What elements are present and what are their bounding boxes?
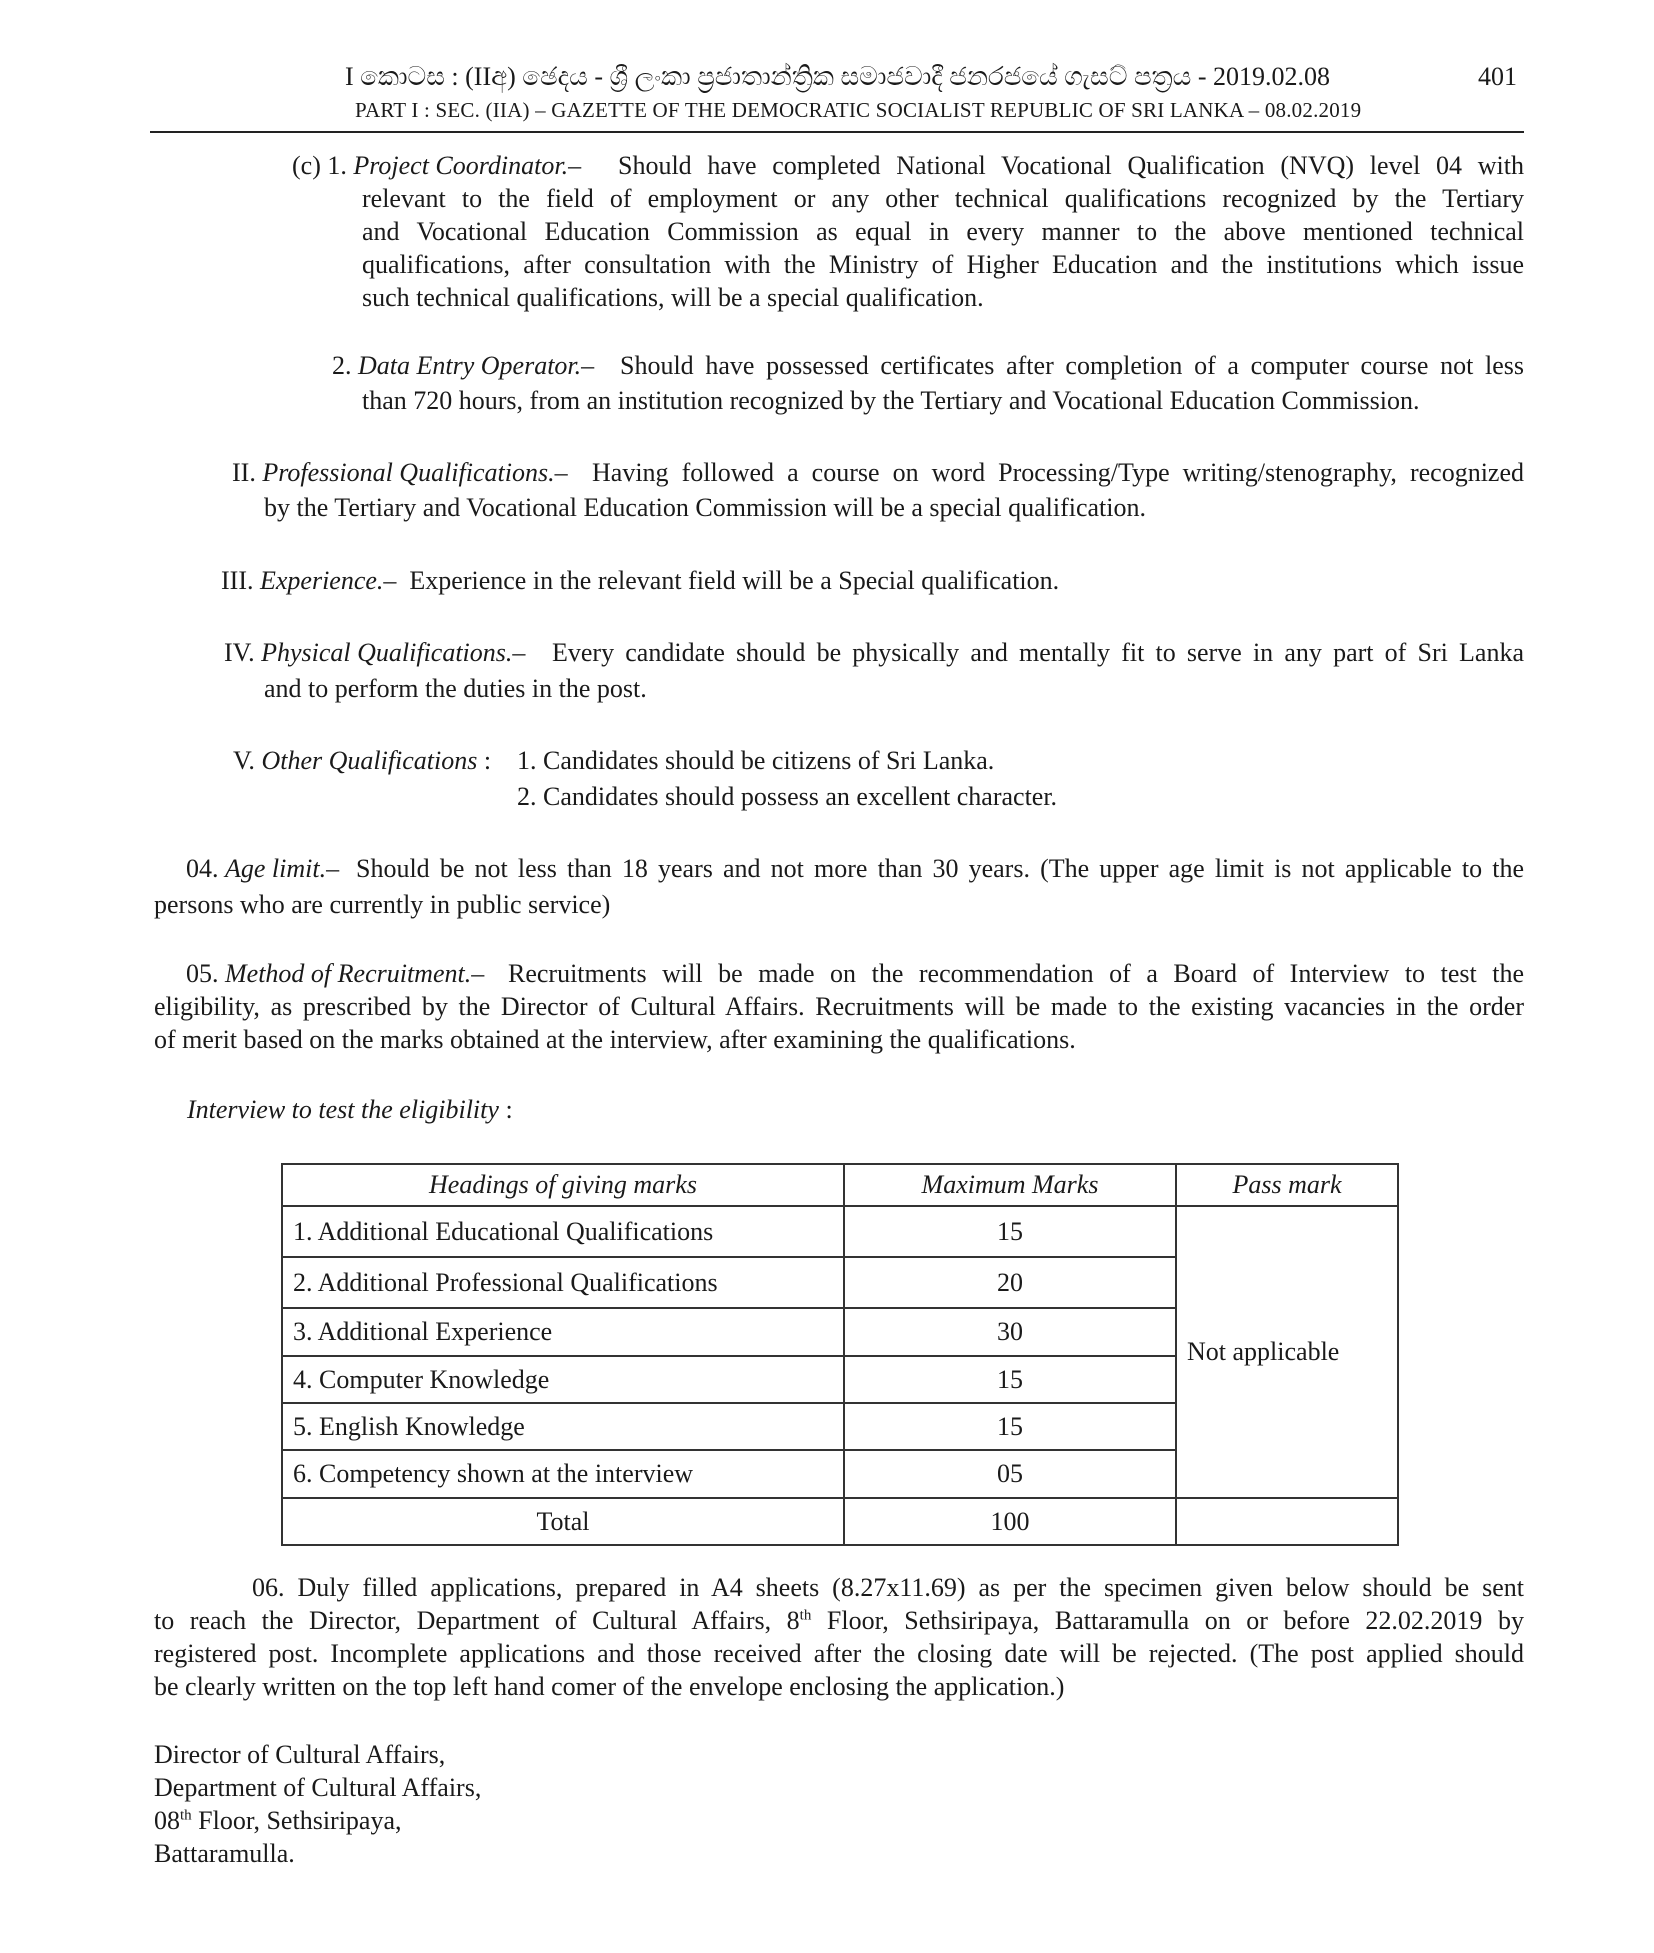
header-english-line: PART I : SEC. (IIA) – GAZETTE OF THE DEMOCRATIC SOCIALIST REPUBLIC OF SRI LANKA – 08.02.2019 bbox=[355, 98, 1362, 122]
section-c-item2-head bbox=[332, 349, 594, 382]
section-05-marker: 05. bbox=[186, 959, 219, 988]
table-cell-max: 30 bbox=[844, 1308, 1176, 1356]
section-05-title: Method of Recruitment.– bbox=[225, 959, 485, 988]
section-06-line2-sup: th bbox=[799, 1607, 812, 1624]
table-header-headings: Headings of giving marks bbox=[282, 1164, 844, 1206]
table-total-label: Total bbox=[282, 1498, 844, 1545]
section-c-item2-line1: Should have possessed certificates after completion of a computer course not less bbox=[620, 351, 1524, 380]
section-c-item1-line2: relevant to the field of employment or any other technical qualifications recognized by the Tertiary bbox=[362, 184, 1524, 213]
section-c-item2-marker: 2. bbox=[332, 351, 352, 380]
section-c-item2-line2: than 720 hours, from an institution recognized by the Tertiary and Vocational Education Commission. bbox=[362, 386, 1420, 415]
table-cell-heading: 4. Computer Knowledge bbox=[282, 1356, 844, 1403]
section-06-line4: be clearly written on the top left hand comer of the envelope enclosing the application.) bbox=[154, 1672, 1065, 1701]
section-v-colon: : bbox=[483, 746, 492, 775]
section-v-item2: 2. Candidates should possess an excellent character. bbox=[517, 782, 1058, 811]
section-c-item1-line4: qualifications, after consultation with the Ministry of Higher Education and the institutions which issue bbox=[362, 250, 1524, 279]
table-cell-pass-mark: Not applicable bbox=[1176, 1206, 1398, 1498]
section-04-head bbox=[186, 852, 339, 885]
section-iii-title: Experience.– bbox=[259, 566, 397, 595]
section-ii-line1: Having followed a course on word Processing/Type writing/stenography, recognized bbox=[592, 458, 1524, 487]
table-cell-max: 15 bbox=[844, 1206, 1176, 1257]
section-06-line2-b: Floor, Sethsiripaya, Battaramulla on or before 22.02.2019 by bbox=[811, 1606, 1524, 1635]
page-number: 401 bbox=[1478, 62, 1517, 91]
marks-table bbox=[281, 1163, 1399, 1546]
section-04-title: Age limit.– bbox=[225, 854, 340, 883]
address-line3 bbox=[154, 1806, 402, 1836]
interview-heading bbox=[187, 1093, 513, 1126]
address-line3-sup: th bbox=[180, 1807, 192, 1824]
table-cell-heading: 1. Additional Educational Qualifications bbox=[282, 1206, 844, 1257]
section-iii bbox=[221, 564, 1059, 597]
section-iv-line2: and to perform the duties in the post. bbox=[264, 674, 647, 703]
section-iv-line1: Every candidate should be physically and mentally fit to serve in any part of Sri Lanka bbox=[552, 638, 1524, 667]
interview-heading-text: Interview to test the eligibility bbox=[187, 1095, 499, 1124]
header-sinhala-line: I කොටස : (IIඅ) ඡෙදය - ශ්‍රී ලංකා ප්‍රජාතාන්ත්‍රික සමාජවාදී ජනරජයේ ගැසට් පත්‍රය - 2019.02.08 bbox=[345, 62, 1331, 91]
address-line1: Director of Cultural Affairs, bbox=[154, 1740, 446, 1769]
table-cell-heading: 6. Competency shown at the interview bbox=[282, 1450, 844, 1498]
section-v-title: Other Qualifications bbox=[261, 746, 478, 775]
section-iii-text: Experience in the relevant field will be a Special qualification. bbox=[409, 566, 1060, 595]
address-line3-a: 08 bbox=[154, 1806, 180, 1835]
section-iv-title: Physical Qualifications.– bbox=[261, 638, 526, 667]
section-06-line2-a: to reach the Director, Department of Cultural Affairs, 8 bbox=[154, 1606, 800, 1635]
section-06-line1: 06. Duly filled applications, prepared in A4 sheets (8.27x11.69) as per the specimen given below should be sent bbox=[252, 1573, 1524, 1602]
section-05-line1: Recruitments will be made on the recommendation of a Board of Interview to test the bbox=[508, 959, 1524, 988]
section-ii-title: Professional Qualifications.– bbox=[262, 458, 568, 487]
address-line4: Battaramulla. bbox=[154, 1839, 295, 1868]
section-c-item1-title: Project Coordinator.– bbox=[353, 151, 582, 180]
section-ii-line2: by the Tertiary and Vocational Education Commission will be a special qualification. bbox=[264, 493, 1146, 522]
table-total-pass bbox=[1176, 1498, 1398, 1545]
address-line3-b: Floor, Sethsiripaya, bbox=[191, 1806, 402, 1835]
table-cell-max: 15 bbox=[844, 1403, 1176, 1450]
section-ii-marker: II. bbox=[232, 458, 256, 487]
table-cell-max: 05 bbox=[844, 1450, 1176, 1498]
section-04-line1: Should be not less than 18 years and not more than 30 years. (The upper age limit is not applicable to the bbox=[356, 854, 1524, 883]
section-iv-marker: IV. bbox=[224, 638, 255, 667]
section-06-line2 bbox=[154, 1604, 1524, 1637]
table-cell-heading: 3. Additional Experience bbox=[282, 1308, 844, 1356]
section-06-line3: registered post. Incomplete applications and those received after the closing date will be rejected. (The post applied should bbox=[154, 1639, 1524, 1668]
section-04-line2: persons who are currently in public service) bbox=[154, 890, 611, 919]
table-total-value: 100 bbox=[844, 1498, 1176, 1545]
section-ii-head bbox=[232, 456, 568, 489]
section-04-marker: 04. bbox=[186, 854, 219, 883]
section-c-item2-title: Data Entry Operator.– bbox=[358, 351, 595, 380]
section-iv-head bbox=[224, 636, 525, 669]
table-row bbox=[282, 1206, 1398, 1257]
table-total-row bbox=[282, 1498, 1398, 1545]
section-v-marker: V. bbox=[233, 746, 255, 775]
section-c-item1 bbox=[292, 149, 581, 182]
interview-heading-colon: : bbox=[505, 1095, 513, 1124]
table-header-row bbox=[282, 1164, 1398, 1206]
address-line2: Department of Cultural Affairs, bbox=[154, 1773, 482, 1802]
section-05-line2: eligibility, as prescribed by the Director of Cultural Affairs. Recruitments will be made to the existing vacancies in the order bbox=[154, 992, 1524, 1021]
section-c-marker: (c) 1. bbox=[292, 151, 347, 180]
header-rule bbox=[150, 131, 1524, 133]
section-05-line3: of merit based on the marks obtained at the interview, after examining the qualifications. bbox=[154, 1025, 1076, 1054]
section-v-item1: 1. Candidates should be citizens of Sri Lanka. bbox=[517, 746, 995, 775]
table-cell-heading: 2. Additional Professional Qualifications bbox=[282, 1257, 844, 1308]
table-cell-max: 15 bbox=[844, 1356, 1176, 1403]
table-header-pass: Pass mark bbox=[1176, 1164, 1398, 1206]
section-iii-marker: III. bbox=[221, 566, 254, 595]
section-c-item1-line3: and Vocational Education Commission as equal in every manner to the above mentioned technical bbox=[362, 217, 1524, 246]
section-c-item1-line5: such technical qualifications, will be a special qualification. bbox=[362, 283, 984, 312]
table-cell-heading: 5. English Knowledge bbox=[282, 1403, 844, 1450]
table-header-max: Maximum Marks bbox=[844, 1164, 1176, 1206]
table-cell-max: 20 bbox=[844, 1257, 1176, 1308]
section-05-head bbox=[186, 957, 484, 990]
section-c-item1-line1: Should have completed National Vocational Qualification (NVQ) level 04 with bbox=[618, 151, 1524, 180]
section-v-head bbox=[233, 744, 491, 777]
